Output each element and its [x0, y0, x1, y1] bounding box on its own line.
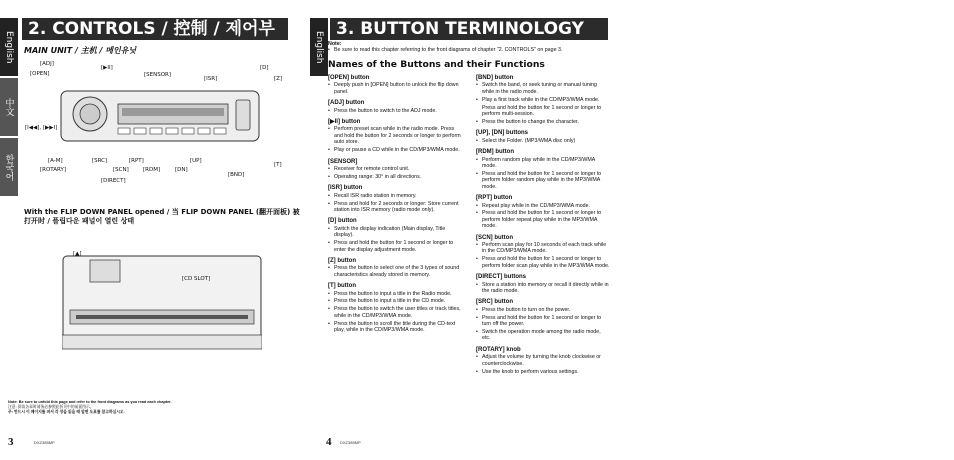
button-description-list	[476, 354, 610, 375]
button-description-item: • Repeat play while in the CD/MP3/WMA mode.	[476, 203, 610, 209]
button-description-item: • Perform random play while in the CD/MP3/WMA mode.	[476, 157, 610, 170]
main-unit-heading: MAIN UNIT / 主机 / 메인유닛	[24, 46, 137, 55]
button-description-item: • Press the button to turn on the power.	[476, 307, 610, 313]
note-block	[8, 400, 288, 416]
button-description-list	[476, 242, 610, 269]
button-section-title: [Z] button	[328, 257, 356, 264]
button-section-title: [ROTARY] knob	[476, 346, 521, 353]
button-description-list	[476, 119, 610, 125]
button-description-item: • Press the button to scroll the title during the CD-text play, while in the CD/MP3/WMA mode.	[328, 321, 464, 334]
button-section	[328, 100, 464, 114]
button-description-item: • Press the button to switch the user titles or track titles, while in the CD/MP3/WMA mode.	[328, 306, 464, 319]
button-description-item: • Operating range: 30° in all directions.	[328, 174, 464, 180]
panel-heading-line2: 打开时 / 플립다운 패널이 열린 상태	[24, 217, 135, 225]
terminology-column-1	[328, 75, 464, 339]
button-description-item: • Recall ISR radio station in memory.	[328, 193, 464, 199]
button-description-item: • Store a station into memory or recall it directly while in the radio mode.	[476, 282, 610, 295]
button-section	[476, 299, 610, 341]
callout-rpt: [RPT]	[129, 158, 144, 164]
button-description-item: • Press and hold the button for 1 second or longer to turn off the power.	[476, 315, 610, 328]
tab-korean[interactable]: 한국어	[0, 138, 18, 196]
button-section-title: [ISR] button	[328, 185, 363, 192]
button-description-item: • Press the button to input a title in the Radio mode.	[328, 291, 464, 297]
button-description-list	[476, 282, 610, 295]
button-section-title: [SENSOR]	[328, 158, 358, 165]
button-description-item: • Play a first track while in the CD/MP3/WMA mode.	[476, 97, 610, 103]
callout-cd-slot: [CD SLOT]	[182, 276, 211, 282]
language-tabs	[0, 18, 18, 198]
button-section-title: [T] button	[328, 283, 356, 290]
main-unit-illustration	[60, 90, 260, 142]
note-text-wrap	[328, 47, 562, 53]
callout-play-pause: [▶II]	[101, 65, 113, 71]
button-description-list	[328, 226, 464, 253]
callout-up: [UP]	[190, 158, 202, 164]
page-title: 2. CONTROLS / 控制 / 제어부	[22, 18, 288, 40]
callout-z: [Z]	[274, 76, 283, 82]
terminology-column-2	[476, 75, 610, 380]
right-language-tab	[310, 18, 328, 78]
button-section	[328, 75, 464, 95]
button-description-list	[328, 126, 464, 153]
button-description-item: • Switch the operation mode among the radio mode, etc.	[476, 329, 610, 342]
button-description-item: • Switch the display indication (Main display, Title display).	[328, 226, 464, 239]
callout-bnd: [BND]	[228, 172, 245, 178]
button-description-item: • Press and hold the button for 1 second or longer to enter the display adjustment mode.	[328, 240, 464, 253]
page-number-right: 4	[326, 436, 332, 448]
callout-sensor: [SENSOR]	[144, 72, 172, 78]
button-section	[476, 274, 610, 294]
callout-rotary: [ROTARY]	[40, 167, 66, 173]
button-section	[476, 195, 610, 230]
button-description-item: • Press and hold the button for 1 second or longer to perform folder scan play while in the MP3/WMA mode.	[476, 256, 610, 269]
tab-english[interactable]: English	[0, 18, 18, 76]
callout-src: [SRC]	[92, 158, 108, 164]
panel-heading-line1: With the FLIP DOWN PANEL opened / 当 FLIP DOWN PANEL (翻开面板) 被	[24, 208, 300, 216]
button-description-list	[328, 108, 464, 114]
button-description-item: • Deeply push in [OPEN] button to unlock the flip down panel.	[328, 82, 464, 95]
button-description-list	[476, 157, 610, 191]
button-section-title: [D] button	[328, 218, 357, 225]
button-section	[476, 130, 610, 144]
button-description-list	[328, 291, 464, 334]
page-title-right: 3. BUTTON TERMINOLOGY	[330, 18, 608, 40]
button-section-title: [SRC] button	[476, 299, 513, 306]
button-description-item: • Press and hold the button for 1 second or longer to perform folder repeat play while in the MP3/WMA mode.	[476, 210, 610, 229]
button-section	[328, 283, 464, 333]
button-description-list	[476, 82, 610, 103]
button-description-item: • Press the button to switch to the ADJ mode.	[328, 108, 464, 114]
button-section-title: [RPT] button	[476, 195, 513, 202]
button-description-item: • Select the Folder. (MP3/WMA disc only)	[476, 138, 610, 144]
button-description-item: • Press the button to select one of the 3 types of sound characteristics already stored in memory.	[328, 265, 464, 278]
note-bullet: •	[328, 47, 330, 54]
callout-isr: [ISR]	[204, 76, 218, 82]
tab-chinese[interactable]: 中文	[0, 78, 18, 136]
button-description-item: • Perform preset scan while in the radio mode. Press and hold the button for 2 seconds or longer to perform auto store.	[328, 126, 464, 145]
button-section	[328, 119, 464, 154]
button-section-title: [▶II] button	[328, 119, 361, 126]
button-section	[328, 185, 464, 213]
callout-dn: [DN]	[175, 167, 188, 173]
note-block-right	[328, 41, 562, 53]
model-left: DXZ385MP	[34, 440, 55, 445]
callout-d: [D]	[260, 65, 269, 71]
note-line-en: Note: Be sure to unfold this page and refer to the front diagrams as you read each chapter.	[8, 400, 172, 404]
button-section-title: [UP], [DN] buttons	[476, 130, 528, 137]
button-section	[476, 347, 610, 375]
button-description-item: • Adjust the volume by turning the knob clockwise or counterclockwise.	[476, 354, 610, 367]
button-section	[328, 258, 464, 278]
button-description-list	[328, 82, 464, 95]
note-label: Note:	[328, 41, 342, 47]
callout-direct: [DIRECT]	[101, 178, 126, 184]
button-section-title: [RDM] button	[476, 149, 514, 156]
button-section-title: [OPEN] button	[328, 75, 370, 81]
button-section	[328, 218, 464, 253]
button-description-item: • Press the button to change the character.	[476, 119, 610, 125]
callout-t: [T]	[274, 162, 282, 168]
button-section-title: [ADJ] button	[328, 100, 365, 107]
button-description-item: • Press the button to input a title in the CD mode.	[328, 298, 464, 304]
button-description-continuation: Press and hold the button for 1 second or longer to perform multi-session.	[482, 104, 602, 118]
model-right: DXZ385MP	[340, 440, 361, 445]
button-description-item: • Play or pause a CD while in the CD/MP3/WMA mode.	[328, 147, 464, 153]
callout-adj: [ADJ]	[40, 61, 54, 67]
button-description-list	[476, 138, 610, 144]
button-section-title: [SCN] button	[476, 234, 513, 241]
button-description-list	[328, 166, 464, 180]
callout-skip: [I◀◀], [▶▶I]	[25, 125, 58, 131]
page-number-left: 3	[8, 436, 14, 448]
button-description-item: • Use the knob to perform various settings.	[476, 369, 610, 375]
callout-open: [OPEN]	[30, 71, 50, 77]
callout-am: [A-M]	[48, 158, 63, 164]
callout-scn: [SCN]	[113, 167, 129, 173]
callout-eject: [▲]	[73, 251, 82, 257]
button-description-item: • Receiver for remote control unit.	[328, 166, 464, 172]
button-description-item: • Press and hold for 2 seconds or longer: Store current station into ISR memory (radio mode only).	[328, 201, 464, 214]
panel-open-illustration	[62, 255, 262, 350]
button-description-list	[476, 307, 610, 342]
button-section	[476, 235, 610, 270]
button-section	[328, 159, 464, 181]
button-section	[476, 149, 610, 190]
button-description-list	[476, 203, 610, 230]
button-description-list	[328, 193, 464, 214]
note-line-zh: 注意: 阅读各章时请务必参照此折页中的前面图示。	[8, 405, 94, 410]
tab-english-right[interactable]: English	[310, 18, 328, 76]
button-description-item: • Switch the band, or seek tuning or manual tuning while in the radio mode.	[476, 82, 610, 95]
note-line-ko: 주: 반드시 이 페이지를 펴서 각 장을 읽을 때 앞면 도표를 참고하십시오.	[8, 410, 125, 415]
button-description-item: • Perform scan play for 10 seconds of each track while in the CD/MP3/WMA mode.	[476, 242, 610, 255]
button-description-item: • Press and hold the button for 1 second or longer to perform folder random play while in the MP3/WMA mode.	[476, 171, 610, 190]
button-section-title: [DIRECT] buttons	[476, 274, 526, 281]
section-subtitle: Names of the Buttons and their Functions	[328, 59, 545, 70]
button-section-title: [BND] button	[476, 75, 514, 81]
note-text: Be sure to read this chapter referring to the front diagrams of chapter "2. CONTROLS" on page 3.	[334, 47, 563, 54]
button-section	[476, 75, 610, 125]
button-description-list	[328, 265, 464, 278]
callout-rdm: [RDM]	[143, 167, 161, 173]
